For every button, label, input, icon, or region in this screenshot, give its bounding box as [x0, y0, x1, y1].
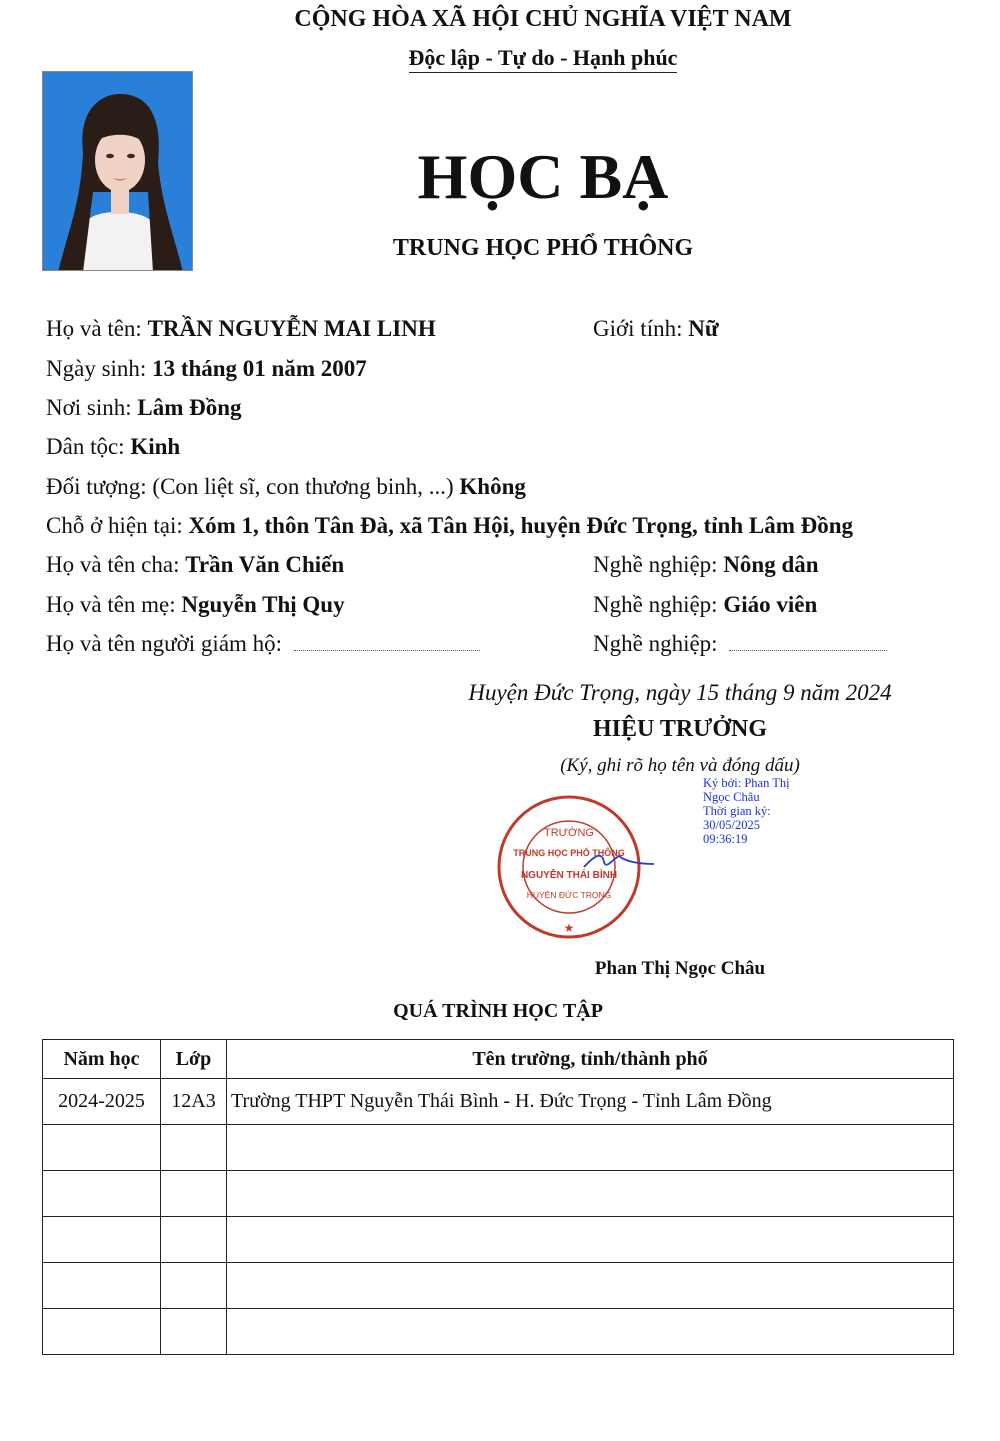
document-subtitle: TRUNG HỌC PHỔ THÔNG — [392, 235, 694, 261]
father-row — [46, 550, 344, 580]
dob-label: Ngày sinh: — [46, 356, 147, 381]
birthplace-value: Lâm Đồng — [137, 395, 242, 420]
cell-school: Trường THPT Nguyễn Thái Bình - H. Đức Trọng - Tỉnh Lâm Đồng — [227, 1079, 954, 1125]
cell-school — [227, 1263, 954, 1309]
cell-class — [161, 1125, 227, 1171]
father-job: Nông dân — [723, 552, 819, 577]
cell-class — [161, 1309, 227, 1355]
signed-by-line: 09:36:19 — [703, 832, 748, 846]
cell-year — [43, 1263, 161, 1309]
mother-job: Giáo viên — [723, 592, 818, 617]
mother-name: Nguyễn Thị Quy — [181, 592, 345, 617]
ethnicity-label: Dân tộc: — [46, 434, 125, 459]
seal-line: TRUNG HỌC PHỔ THÔNG — [513, 848, 625, 858]
motto-text: Độc lập - Tự do - Hạnh phúc — [409, 45, 678, 73]
cell-class — [161, 1171, 227, 1217]
principal-name: Phan Thị Ngọc Châu — [594, 958, 766, 979]
ethnicity-row — [46, 432, 180, 462]
history-title: QUÁ TRÌNH HỌC TẬP — [393, 1000, 603, 1022]
table-row — [43, 1171, 954, 1217]
student-name: TRẦN NGUYỄN MAI LINH — [147, 316, 436, 341]
guardian-row — [46, 629, 480, 659]
seal-line: HUYỆN ĐỨC TRỌNG — [526, 890, 612, 900]
signed-by-line: Ký bởi: Phan Thị — [703, 776, 790, 790]
birthplace-label: Nơi sinh: — [46, 395, 132, 420]
history-table — [42, 1039, 954, 1355]
name-label: Họ và tên: — [46, 316, 142, 341]
col-header-class: Lớp — [161, 1040, 227, 1079]
svg-text:★: ★ — [563, 921, 575, 935]
guardian-label: Họ và tên người giám hộ: — [46, 631, 283, 656]
cell-school — [227, 1125, 954, 1171]
cell-class: 12A3 — [161, 1079, 227, 1125]
cell-year — [43, 1125, 161, 1171]
mother-job-row — [593, 590, 817, 620]
table-header-row — [43, 1040, 954, 1079]
document-title: HỌC BẠ — [417, 141, 669, 212]
cell-school — [227, 1171, 954, 1217]
guardian-job-row — [593, 629, 887, 659]
gender-label: Giới tính: — [593, 316, 683, 341]
table-row — [43, 1309, 954, 1355]
father-job-label: Nghề nghiệp: — [593, 552, 718, 577]
ethnicity-value: Kinh — [130, 434, 181, 459]
guardian-job-blank — [729, 649, 887, 651]
cell-year: 2024-2025 — [43, 1079, 161, 1125]
col-header-year: Năm học — [43, 1040, 161, 1079]
cell-school — [227, 1309, 954, 1355]
dob-value: 13 tháng 01 năm 2007 — [152, 356, 367, 381]
guardian-blank — [294, 649, 480, 651]
dob-row — [46, 354, 367, 384]
principal-title: HIỆU TRƯỞNG — [592, 716, 768, 742]
place-date: Huyện Đức Trọng, ngày 15 tháng 9 năm 2024 — [468, 680, 892, 705]
birthplace-row — [46, 393, 242, 423]
guardian-job-label: Nghề nghiệp: — [593, 631, 718, 656]
father-name: Trần Văn Chiến — [185, 552, 345, 577]
address-row — [46, 511, 853, 541]
cell-school — [227, 1217, 954, 1263]
cell-year — [43, 1217, 161, 1263]
seal-line: TRƯỜNG — [544, 827, 594, 839]
motto — [0, 45, 1000, 71]
cell-class — [161, 1217, 227, 1263]
name-row — [46, 314, 436, 344]
mother-row — [46, 590, 345, 620]
table-row — [43, 1125, 954, 1171]
country-header: CỘNG HÒA XÃ HỘI CHỦ NGHĨA VIỆT NAM — [294, 6, 792, 32]
father-job-row — [593, 550, 819, 580]
address-value: Xóm 1, thôn Tân Đà, xã Tân Hội, huyện Đức Trọng, tỉnh Lâm Đồng — [188, 513, 854, 538]
cell-class — [161, 1263, 227, 1309]
category-value: Không — [459, 474, 526, 499]
signed-by-line: Thời gian ký: — [703, 804, 771, 818]
table-row — [43, 1263, 954, 1309]
signed-by-line: 30/05/2025 — [703, 818, 760, 832]
mother-job-label: Nghề nghiệp: — [593, 592, 718, 617]
mother-label: Họ và tên mẹ: — [46, 592, 176, 617]
table-row — [43, 1079, 954, 1125]
address-label: Chỗ ở hiện tại: — [46, 513, 183, 538]
father-label: Họ và tên cha: — [46, 552, 180, 577]
category-label: Đối tượng: (Con liệt sĩ, con thương binh, ...) — [46, 474, 454, 499]
seal-line: NGUYỄN THÁI BÌNH — [520, 870, 618, 881]
cell-year — [43, 1171, 161, 1217]
col-header-school: Tên trường, tỉnh/thành phố — [227, 1040, 954, 1079]
signed-by-line: Ngọc Châu — [703, 790, 760, 804]
table-row — [43, 1217, 954, 1263]
cell-year — [43, 1309, 161, 1355]
digital-signature-info — [703, 776, 823, 846]
sign-instruction: (Ký, ghi rõ họ tên và đóng dấu) — [560, 755, 800, 776]
gender-row — [593, 314, 719, 344]
school-seal — [484, 792, 654, 942]
gender-value: Nữ — [688, 316, 719, 341]
category-row — [46, 472, 526, 502]
